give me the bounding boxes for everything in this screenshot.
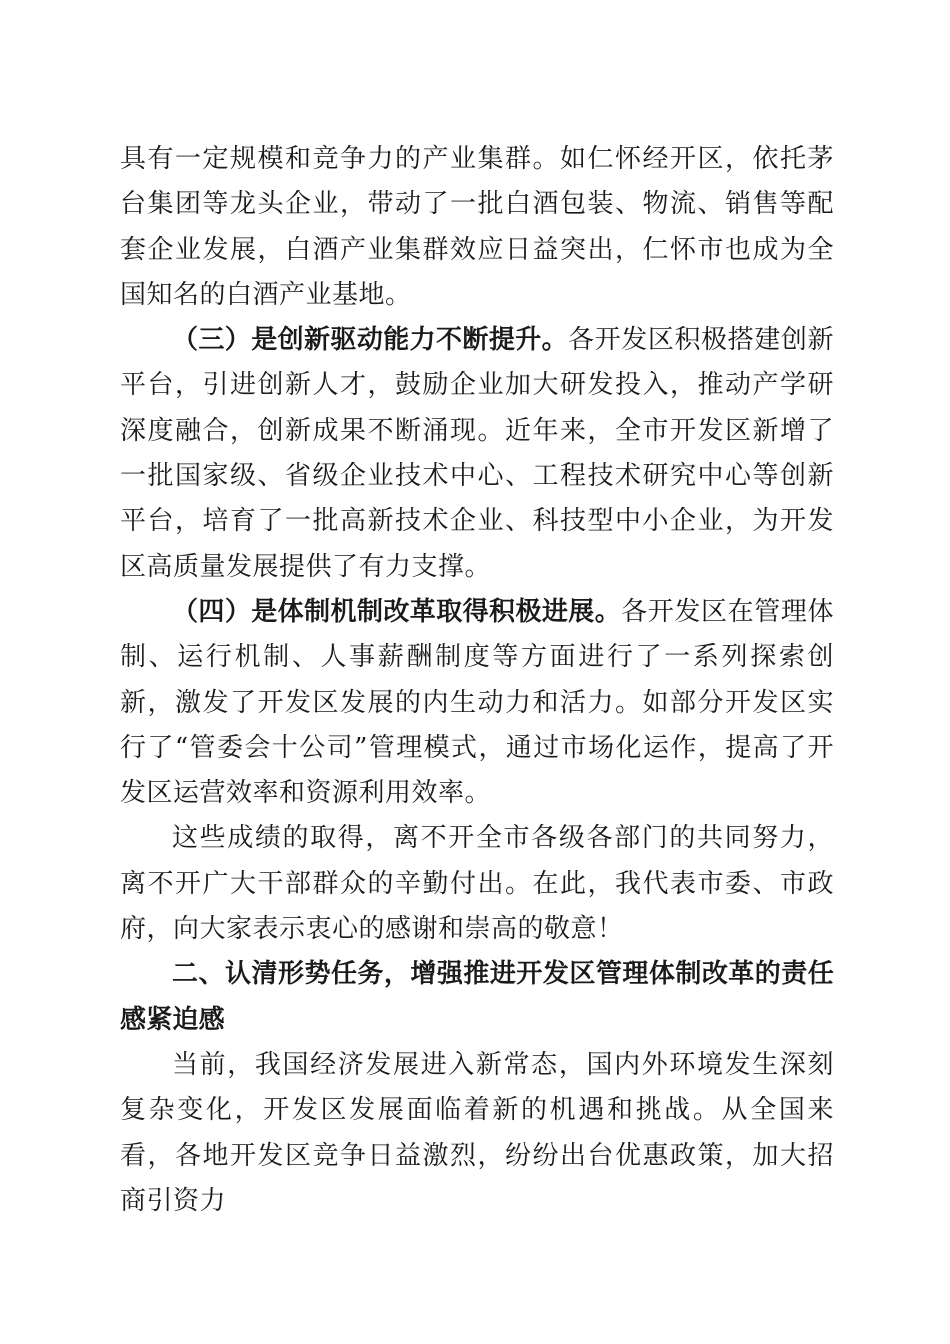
paragraph-thanks (120, 816, 834, 952)
paragraph-lead-innovation: （三）是创新驱动能力不断提升。 (172, 325, 569, 356)
paragraph-text: 当前，我国经济发展进入新常态，国内外环境发生深刻复杂变化，开发区发展面临着新的机遇和挑战。从全国来看，各地开发区竞争日益激烈，纷纷出台优惠政策，加大招商引资力 (120, 1049, 834, 1216)
paragraph-text: 具有一定规模和竞争力的产业集群。如仁怀经开区，依托茅台集团等龙头企业，带动了一批白酒包装、物流、销售等配套企业发展，白酒产业集群效应日益突出，仁怀市也成为全国知名的白酒产业基地。 (120, 144, 834, 310)
paragraph-situation (120, 1043, 834, 1224)
paragraph-innovation (120, 318, 834, 590)
document-body (120, 137, 834, 1224)
paragraph-text: 各开发区在管理体制、运行机制、人事薪酬制度等方面进行了一系列探索创新，激发了开发区发展的内生动力和活力。如部分开发区实行了“管委会十公司”管理模式，通过市场化运作，提高了开发区运营效率和资源利用效率。 (120, 596, 834, 809)
paragraph-text: 这些成绩的取得，离不开全市各级各部门的共同努力，离不开广大干部群众的辛勤付出。在此，我代表市委、市政府，向大家表示衷心的感谢和崇高的敬意！ (120, 823, 834, 945)
paragraph-industry-cluster (120, 137, 834, 318)
paragraph-lead-reform: （四）是体制机制改革取得积极进展。 (172, 596, 622, 627)
paragraph-reform (120, 590, 834, 816)
section-heading: 二、认清形势任务，增强推进开发区管理体制改革的责任感紧迫感 (120, 959, 834, 1035)
paragraph-text: 各开发区积极搭建创新平台，引进创新人才，鼓励企业加大研发投入，推动产学研深度融合，创新成果不断涌现。近年来，全市开发区新增了一批国家级、省级企业技术中心、工程技术研究中心等创新平台，培育了一批高新技术企业、科技型中小企业，为开发区高质量发展提供了有力支撑。 (120, 325, 834, 582)
